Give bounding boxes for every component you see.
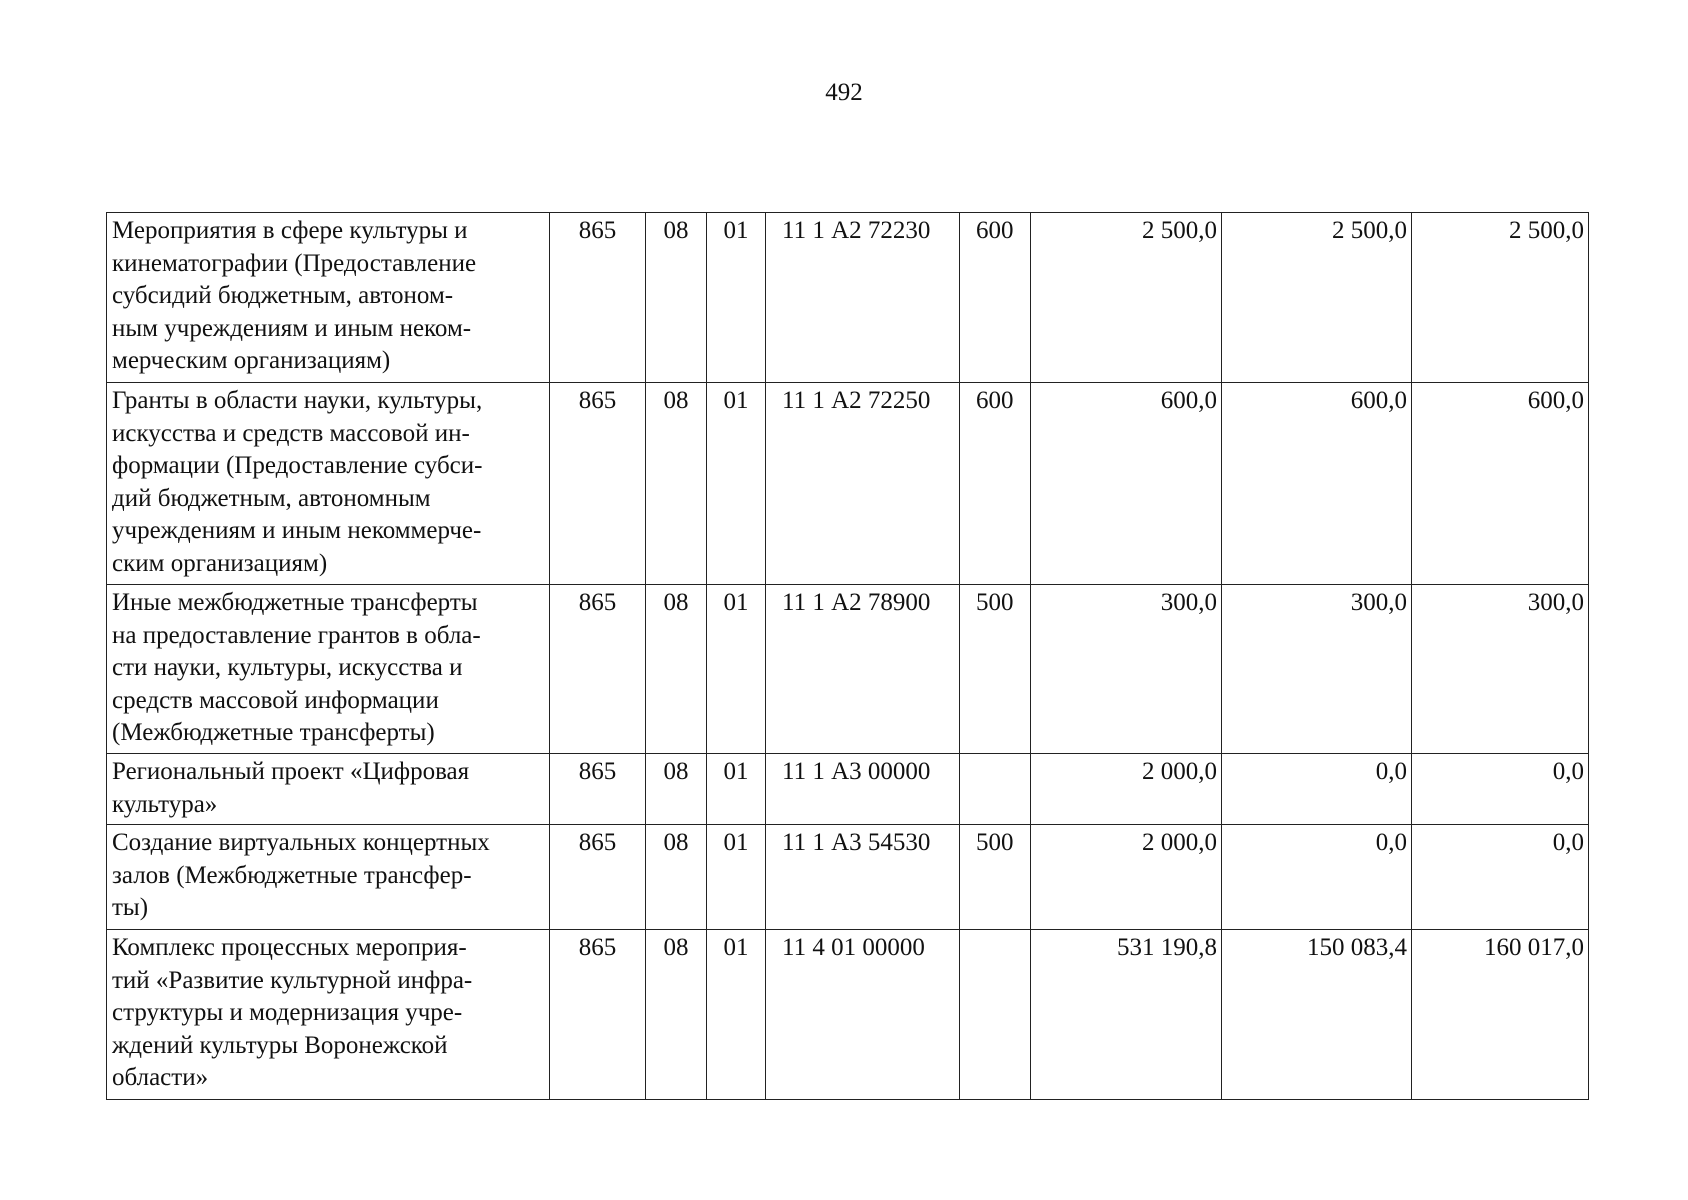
row-name: Иные межбюджетные трансферты на предоставление грантов в обла- сти науки, культуры, искусства и средств массовой информации (Межбюджетные трансферты)	[107, 585, 550, 754]
row-sum2: 600,0	[1222, 383, 1412, 585]
row-grbs: 865	[550, 383, 646, 585]
row-name: Мероприятия в сфере культуры и кинематографии (Предоставление субсидий бюджетным, автоном- ным учреждениям и иным неком- мерческим организациям)	[107, 213, 550, 383]
budget-table	[106, 212, 1589, 1100]
row-sum2: 300,0	[1222, 585, 1412, 754]
row-grbs: 865	[550, 585, 646, 754]
row-csr: 11 1 А2 72250	[766, 383, 960, 585]
row-rz: 08	[646, 754, 707, 825]
row-grbs: 865	[550, 930, 646, 1100]
row-rz: 08	[646, 930, 707, 1100]
row-vr	[960, 754, 1031, 825]
row-rz: 08	[646, 213, 707, 383]
row-rz: 08	[646, 585, 707, 754]
page-number: 492	[825, 79, 863, 106]
row-sum3: 160 017,0	[1412, 930, 1589, 1100]
table-row	[107, 585, 1589, 754]
row-sum1: 300,0	[1031, 585, 1222, 754]
row-pr: 01	[707, 213, 766, 383]
row-sum3: 0,0	[1412, 825, 1589, 930]
row-name: Создание виртуальных концертных залов (Межбюджетные трансфер- ты)	[107, 825, 550, 930]
row-pr: 01	[707, 383, 766, 585]
table-row	[107, 383, 1589, 585]
row-vr	[960, 930, 1031, 1100]
row-grbs: 865	[550, 825, 646, 930]
table-row	[107, 825, 1589, 930]
row-rz: 08	[646, 825, 707, 930]
row-csr: 11 1 А3 00000	[766, 754, 960, 825]
row-pr: 01	[707, 825, 766, 930]
row-sum1: 2 500,0	[1031, 213, 1222, 383]
row-vr: 500	[960, 585, 1031, 754]
row-rz: 08	[646, 383, 707, 585]
row-pr: 01	[707, 930, 766, 1100]
row-csr: 11 1 А2 78900	[766, 585, 960, 754]
row-sum1: 2 000,0	[1031, 825, 1222, 930]
row-pr: 01	[707, 754, 766, 825]
row-sum2: 0,0	[1222, 825, 1412, 930]
row-vr: 500	[960, 825, 1031, 930]
row-vr: 600	[960, 213, 1031, 383]
row-sum1: 2 000,0	[1031, 754, 1222, 825]
table-row	[107, 754, 1589, 825]
row-csr: 11 1 А2 72230	[766, 213, 960, 383]
row-sum1: 600,0	[1031, 383, 1222, 585]
row-sum2: 0,0	[1222, 754, 1412, 825]
row-sum2: 2 500,0	[1222, 213, 1412, 383]
row-name: Гранты в области науки, культуры, искусства и средств массовой ин- формации (Предоставление субси- дий бюджетным, автономным учреждениям и иным некоммерче- ским организациям)	[107, 383, 550, 585]
row-vr: 600	[960, 383, 1031, 585]
row-sum2: 150 083,4	[1222, 930, 1412, 1100]
row-csr: 11 4 01 00000	[766, 930, 960, 1100]
row-name: Региональный проект «Цифровая культура»	[107, 754, 550, 825]
row-grbs: 865	[550, 213, 646, 383]
table-row	[107, 930, 1589, 1100]
row-sum3: 300,0	[1412, 585, 1589, 754]
row-name: Комплекс процессных мероприя- тий «Развитие культурной инфра- структуры и модернизация учре- ждений культуры Воронежской области»	[107, 930, 550, 1100]
row-sum3: 2 500,0	[1412, 213, 1589, 383]
table-row	[107, 213, 1589, 383]
row-sum3: 0,0	[1412, 754, 1589, 825]
row-csr: 11 1 А3 54530	[766, 825, 960, 930]
row-sum1: 531 190,8	[1031, 930, 1222, 1100]
row-pr: 01	[707, 585, 766, 754]
row-sum3: 600,0	[1412, 383, 1589, 585]
row-grbs: 865	[550, 754, 646, 825]
